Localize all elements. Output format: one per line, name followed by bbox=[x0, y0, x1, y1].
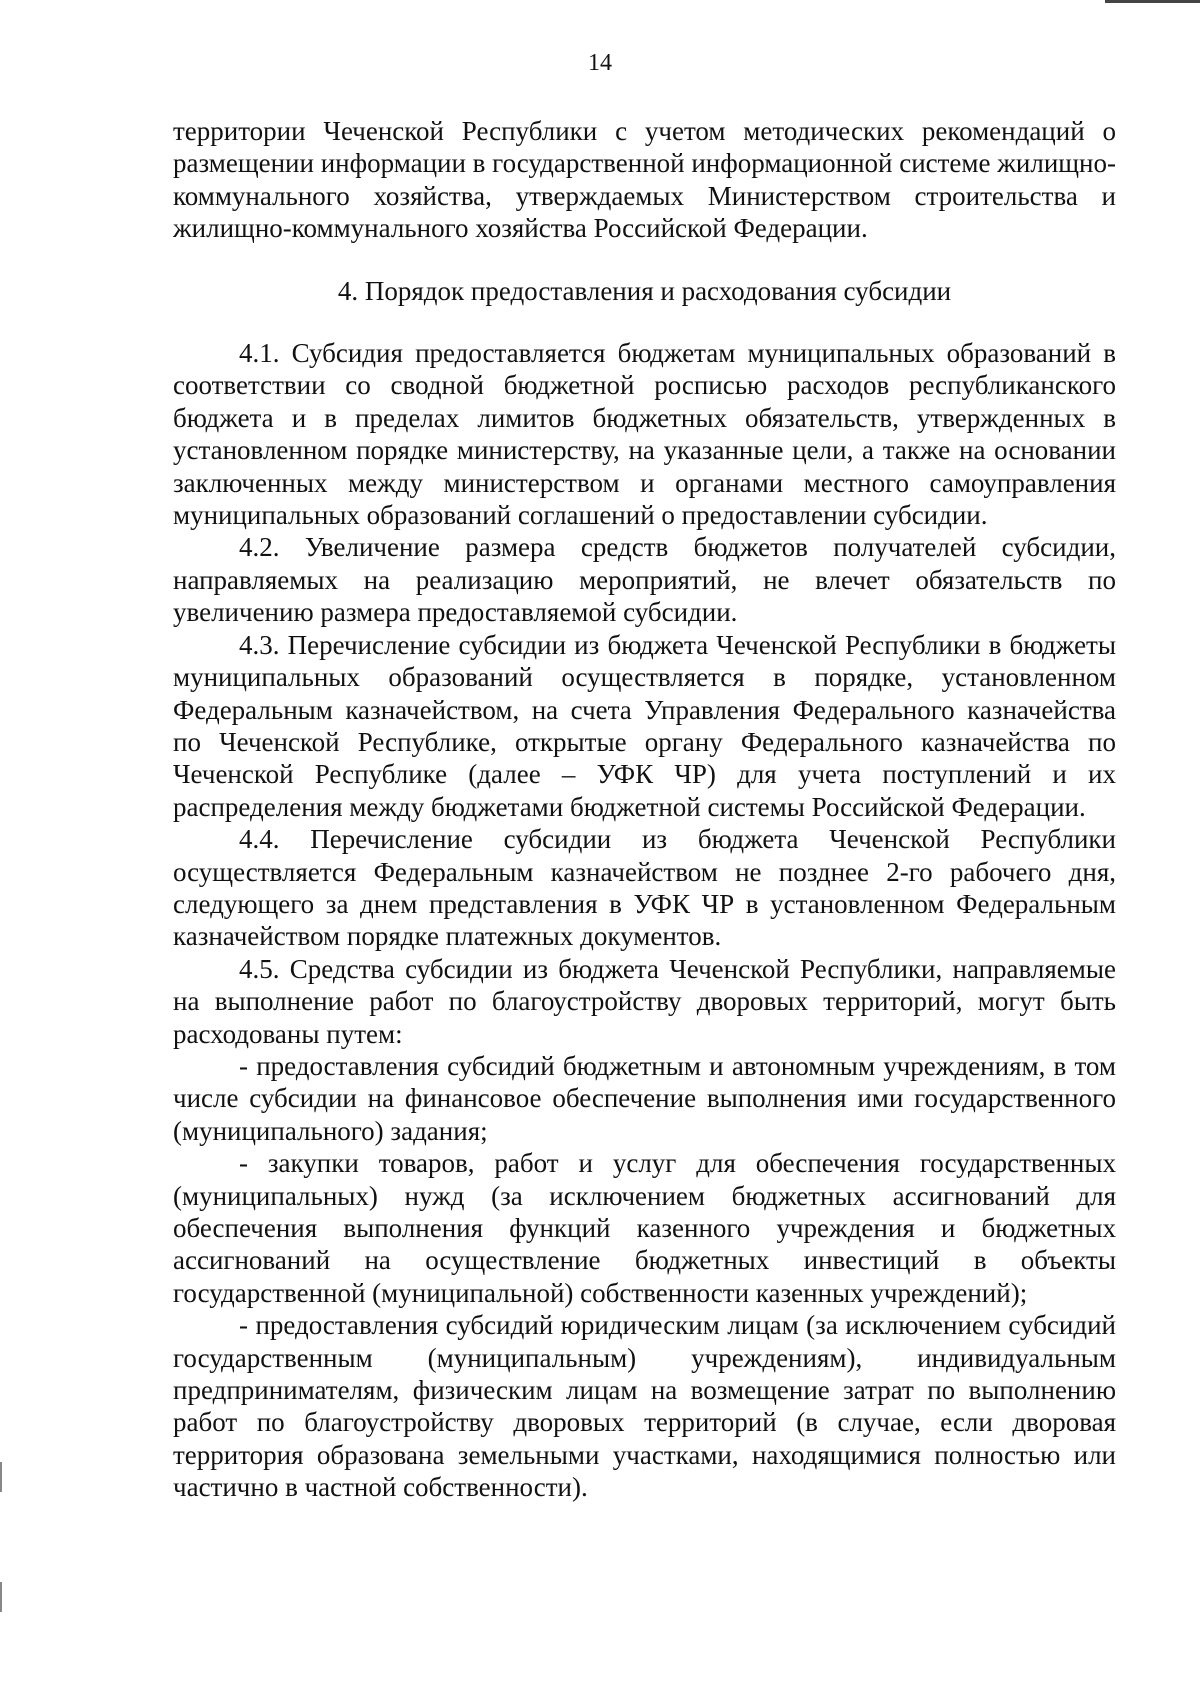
section-title: 4. Порядок предоставления и расходования субсидии bbox=[337, 275, 952, 306]
document-body bbox=[173, 115, 1116, 1504]
scan-margin-mark bbox=[0, 1582, 2, 1612]
paragraph-4-1: 4.1. Субсидия предоставляется бюджетам муниципальных образований в соответствии со сводной бюджетной росписью расходов республиканского бюджета и в пределах лимитов бюджетных обязательств, утвержденных в установленном порядке министерству, на указанные цели, а также на основании заключенных между министерством и органами местного самоуправления муниципальных образований соглашений о предоставлении субсидии. bbox=[173, 338, 1116, 531]
scan-edge-rule bbox=[1105, 0, 1200, 3]
list-item: - предоставления субсидий юридическим лицам (за исключением субсидий государственным (муниципальным) учреждениям), индивидуальным предпринимателям, физическим лицам на возмещение затрат по выполнению работ по благоустройству дворовых территорий (в случае, если дворовая территория образована земельными участками, находящимися полностью или частично в частной собственности). bbox=[173, 1310, 1116, 1503]
paragraph-4-2: 4.2. Увеличение размера средств бюджетов получателей субсидии, направляемых на реализацию мероприятий, не влечет обязательств по увеличению размера предоставляемой субсидии. bbox=[173, 532, 1116, 628]
intro-paragraph: территории Чеченской Республики с учетом методических рекомендаций о размещении информации в государственной информационной системе жилищно-коммунального хозяйства, утверждаемых Министерством строительства и жилищно-коммунального хозяйства Российской Федерации. bbox=[173, 116, 1116, 244]
paragraph-4-5: 4.5. Средства субсидии из бюджета Чеченской Республики, направляемые на выполнение работ по благоустройству дворовых территорий, могут быть расходованы путем: bbox=[173, 953, 1116, 1049]
paragraph-4-3: 4.3. Перечисление субсидии из бюджета Чеченской Республики в бюджеты муниципальных образований осуществляется в порядке, установленном Федеральным казначейством, на счета Управления Федерального казначейства по Чеченской Республике, открытые органу Федерального казначейства по Чеченской Республике (далее – УФК ЧР) для учета поступлений и их распределения между бюджетами бюджетной системы Российской Федерации. bbox=[173, 629, 1116, 822]
scan-margin-mark bbox=[0, 1462, 2, 1492]
list-item: - предоставления субсидий бюджетным и автономным учреждениям, в том числе субсидии на финансовое обеспечение выполнения ими государственного (муниципального) задания; bbox=[173, 1050, 1116, 1146]
list-item: - закупки товаров, работ и услуг для обеспечения государственных (муниципальных) нужд (за исключением бюджетных ассигнований для обеспечения выполнения функций казенного учреждения и бюджетных ассигнований на осуществление бюджетных инвестиций в объекты государственной (муниципальной) собственности казенных учреждений); bbox=[173, 1148, 1116, 1308]
paragraph-4-4: 4.4. Перечисление субсидии из бюджета Чеченской Республики осуществляется Федеральным казначейством не позднее 2-го рабочего дня, следующего за днем представления в УФК ЧР в установленном Федеральным казначейством порядке платежных документов. bbox=[173, 824, 1116, 952]
page-number: 14 bbox=[588, 50, 612, 76]
